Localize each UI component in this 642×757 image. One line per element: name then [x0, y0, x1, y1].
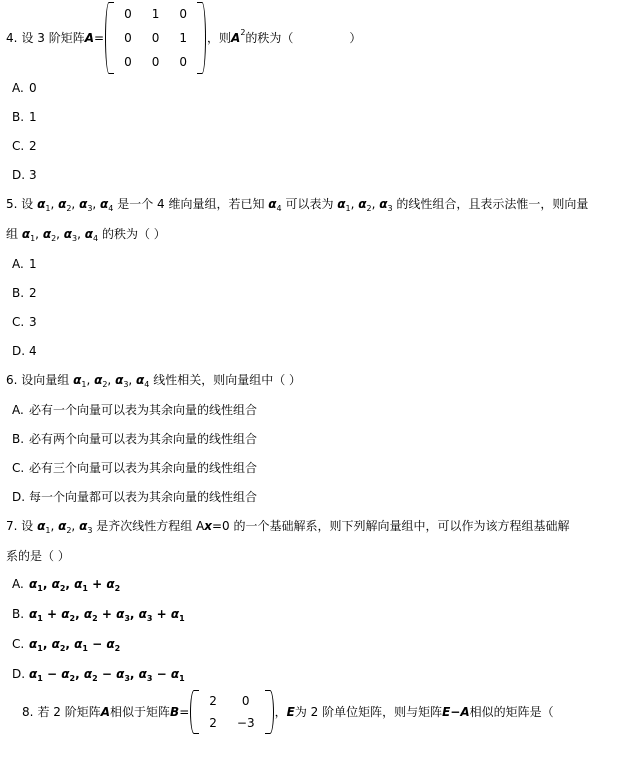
option-text: 1 [29, 257, 37, 271]
matrix-right-bracket [265, 690, 274, 734]
matrix-cell: 1 [151, 7, 160, 21]
matrix-cell: 0 [179, 7, 187, 21]
question-8-stem [6, 690, 628, 734]
question-4-equals: = [94, 30, 105, 45]
option-text: 3 [29, 315, 37, 329]
option-label: B. [12, 607, 25, 621]
question-8-stem-post-end: 相似的矩阵是（ [469, 704, 554, 719]
option-text: 4 [29, 344, 37, 358]
matrix-right-bracket [197, 2, 206, 74]
question-4-option-b[interactable] [6, 103, 628, 132]
question-4-stem-post-pre: ，则 [207, 30, 232, 45]
option-label: C. [12, 139, 25, 153]
question-6-option-d[interactable] [6, 483, 628, 512]
question-6-stem: 6. 设向量组 $\alpha_1$, $\alpha_2$, $\alpha_3$, $\alpha_4$ 线性相关，则向量组中（ ） [6, 373, 302, 389]
question-4-option-d[interactable] [6, 161, 628, 190]
question-8-stem-mid: 相似于矩阵 [110, 704, 171, 719]
matrix-cell: 0 [179, 55, 187, 69]
question-4-matrix-symbol-2: A [231, 30, 241, 45]
question-7-option-b[interactable] [6, 600, 628, 630]
question-8-stem-post-mid: 为 2 阶单位矩阵，则与矩阵 [294, 704, 443, 719]
question-8-stem-pre: 若 2 阶矩阵 [37, 704, 101, 719]
question-8-number: 8. [22, 704, 34, 719]
question-5-option-b[interactable] [6, 279, 628, 308]
option-label: C. [12, 461, 25, 475]
question-6-option-c[interactable] [6, 454, 628, 483]
question-4 [0, 0, 642, 190]
option-text: $\alpha_1 + \alpha_2$, $\alpha_2 + \alpha_3$, $\alpha_3 + \alpha_1$ [29, 607, 185, 623]
question-8-equals: = [179, 704, 190, 719]
question-6 [0, 366, 642, 512]
option-label: A. [12, 81, 24, 95]
matrix-left-bracket [105, 2, 114, 74]
question-7-option-d[interactable] [6, 660, 628, 690]
question-5 [0, 190, 642, 366]
option-text: 必有一个向量可以表为其余向量的线性组合 [29, 403, 258, 417]
matrix-cell: 2 [209, 716, 217, 730]
question-4-stem-post-end: ） [349, 30, 362, 45]
question-6-option-a[interactable] [6, 396, 628, 425]
matrix-cell: 0 [151, 31, 160, 45]
question-4-option-c[interactable] [6, 132, 628, 161]
option-label: B. [12, 286, 25, 300]
question-8-matrix-a: A [100, 704, 111, 719]
option-text: 1 [29, 110, 37, 124]
option-text: $\alpha_1$, $\alpha_2$, $\alpha_1 - \alpha_2$ [29, 637, 121, 653]
option-label: D. [12, 667, 26, 681]
question-4-stem-pre: 设 3 阶矩阵 [21, 30, 85, 45]
matrix-cell: 0 [124, 7, 132, 21]
question-7 [0, 512, 642, 690]
question-4-option-a[interactable] [6, 74, 628, 103]
question-7-option-a[interactable] [6, 570, 628, 600]
matrix-cell: 1 [179, 31, 187, 45]
option-label: C. [12, 637, 25, 651]
question-5-stem-line-1: 5. 设 $\alpha_1$, $\alpha_2$, $\alpha_3$, $\alpha_4$ 是一个 4 维向量组，若已知 $\alpha_4$ 可以表为 $\alpha_1$, $\alpha_2$, $\alpha_3$ 的线性组合，且表示法惟一，则向量 [6, 197, 589, 213]
question-8-matrix-b: B [170, 704, 180, 719]
option-text: $\alpha_1$, $\alpha_2$, $\alpha_1 + \alpha_2$ [29, 577, 121, 593]
question-7-stem-line-1: 7. 设 $\alpha_1$, $\alpha_2$, $\alpha_3$ 是齐次线性方程组 Ax=0 的一个基础解系，则下列解向量组中，可以作为该方程组基础解 [6, 519, 570, 535]
option-label: D. [12, 168, 26, 182]
matrix-left-bracket [190, 690, 199, 734]
option-label: D. [12, 344, 26, 358]
matrix-cell: 0 [241, 694, 250, 708]
question-8-matrix-ea: E−A [442, 704, 470, 719]
question-4-exponent: 2 [240, 28, 246, 38]
matrix-cell: 0 [124, 31, 132, 45]
option-label: C. [12, 315, 25, 329]
question-4-matrix [105, 2, 206, 74]
question-5-option-a[interactable] [6, 250, 628, 279]
question-4-number: 4. [6, 30, 18, 45]
option-label: B. [12, 110, 25, 124]
question-7-option-c[interactable] [6, 630, 628, 660]
option-text: 2 [29, 139, 37, 153]
option-label: A. [12, 577, 24, 591]
option-label: A. [12, 403, 24, 417]
option-text: 必有两个向量可以表为其余向量的线性组合 [29, 432, 258, 446]
matrix-cell: 0 [124, 55, 132, 69]
matrix-cell: 2 [209, 694, 217, 708]
question-8-matrix [190, 690, 273, 734]
question-4-stem-post: 的秩为（ [245, 30, 294, 45]
question-5-stem-line-2: 组 $\alpha_1$, $\alpha_2$, $\alpha_3$, $\alpha_4$ 的秩为（ ） [6, 227, 166, 243]
option-text: 3 [29, 168, 37, 182]
question-6-option-b[interactable] [6, 425, 628, 454]
option-text: 2 [29, 286, 37, 300]
option-text: $\alpha_1 - \alpha_2$, $\alpha_2 - \alpha_3$, $\alpha_3 - \alpha_1$ [29, 667, 185, 683]
option-text: 每一个向量都可以表为其余向量的线性组合 [29, 490, 258, 504]
question-8 [0, 690, 642, 734]
question-4-matrix-symbol: A [84, 30, 95, 45]
question-8-stem-post-pre: ， [274, 704, 287, 719]
matrix-cell: −3 [236, 716, 255, 730]
question-4-stem [6, 2, 628, 74]
option-text: 必有三个向量可以表为其余向量的线性组合 [29, 461, 258, 475]
question-8-matrix-e: E [286, 704, 295, 719]
matrix-cell: 0 [151, 55, 160, 69]
question-5-option-c[interactable] [6, 308, 628, 337]
option-text: 0 [29, 81, 37, 95]
option-label: D. [12, 490, 26, 504]
question-7-stem-line-2: 系的是（ ） [6, 549, 70, 563]
question-5-option-d[interactable] [6, 337, 628, 366]
option-label: A. [12, 257, 24, 271]
option-label: B. [12, 432, 25, 446]
